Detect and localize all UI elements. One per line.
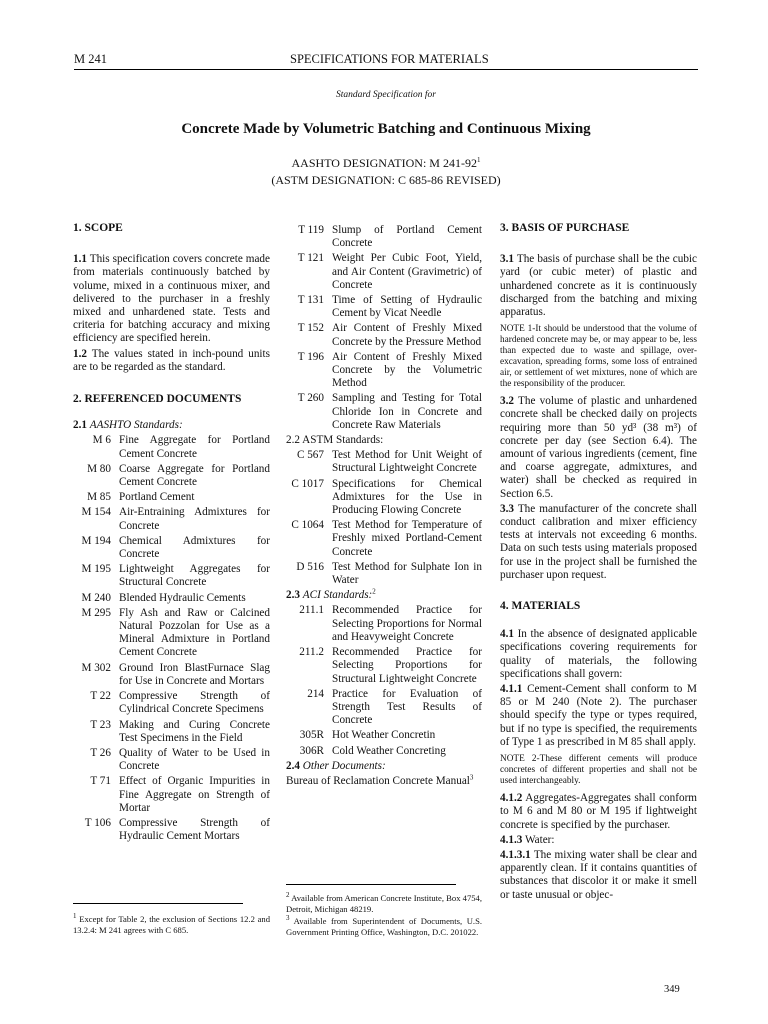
reference-entry: [73, 563, 270, 589]
reference-title: Compressive Strength of Cylindrical Concrete Specimens: [119, 690, 270, 716]
para-number: 3.3: [500, 502, 514, 515]
reference-title: Quality of Water to be Used in Concrete: [119, 746, 270, 773]
reference-code: T 260: [297, 392, 324, 405]
reference-title: Hot Weather Concretin: [332, 729, 436, 742]
column-right: [500, 222, 697, 902]
reference-entry: [286, 224, 482, 250]
astm-reference-list: [286, 449, 482, 587]
reference-title: Air Content of Freshly Mixed Concrete by the Volumetric Method: [332, 350, 482, 390]
reference-code: M 80: [87, 462, 111, 475]
para-text: Aggregates-Aggregates shall conform to M 6 and M 80 or M 195 if lightweight concrete is specified by the purchaser.: [500, 792, 697, 831]
para-number: 2.3: [286, 589, 300, 602]
reference-code: M 240: [81, 591, 111, 604]
footnote-text: Except for Table 2, the exclusion of Sections 12.2 and 13.2.4: M 241 agrees with C 685.: [73, 914, 270, 935]
reference-entry: [286, 478, 482, 518]
paragraph-4-1-3-1: [500, 849, 697, 902]
para-text: The basis of purchase shall be the cubic yard (or cubic meter) of plastic and unhardened concrete as it is continuously discharged from the batching and mixing apparatus.: [500, 253, 697, 319]
reference-entry: [73, 491, 270, 504]
para-number: 4.1: [500, 628, 514, 641]
reference-code: C 1064: [291, 519, 324, 532]
reference-entry: [286, 351, 482, 391]
column-left: [73, 222, 270, 843]
bureau-reference: [286, 775, 482, 788]
reference-code: M 302: [81, 661, 111, 674]
reference-code: M 194: [81, 534, 111, 547]
reference-code: T 121: [297, 252, 324, 265]
reference-entry: [73, 463, 270, 489]
reference-title: Effect of Organic Impurities in Fine Aggregate on Strength of Mortar: [119, 775, 270, 814]
reference-code: C 567: [296, 449, 324, 462]
header-rule: [74, 69, 698, 70]
reference-entry: [73, 690, 270, 716]
paragraph-1-2: [73, 348, 270, 374]
reference-entry: [286, 646, 482, 686]
reference-title: Lightweight Aggregates for Structural Concrete: [119, 563, 270, 589]
reference-title: Fine Aggregate for Portland Cement Concrete: [119, 434, 270, 460]
reference-code: T 131: [297, 294, 324, 307]
paragraph-4-1-1: [500, 683, 697, 749]
reference-entry: [286, 392, 482, 432]
reference-title: Sampling and Testing for Total Chloride Ion in Concrete and Concrete Raw Materials: [332, 392, 482, 431]
reference-entry: [73, 434, 270, 460]
reference-code: 306R: [299, 744, 324, 757]
reference-title: Cold Weather Concreting: [332, 744, 446, 757]
reference-title: Recommended Practice for Selecting Proportions for Normal and Heavyweight Concrete: [332, 604, 482, 643]
note-1: NOTE 1-It should be understood that the volume of hardened concrete may be, or may appear to be, less than expected due to waste and spillage, over-excavation, spreading forms, some loss of entrained air, or settlement of wet mixtures, none of which are the responsibility of the producer.: [500, 324, 697, 390]
para-number: 2.1: [73, 419, 87, 432]
reference-title: Slump of Portland Cement Concrete: [332, 224, 482, 250]
paragraph-3-1: [500, 253, 697, 319]
reference-title: Compressive Strength of Hydraulic Cement Mortars: [119, 816, 270, 843]
reference-title: Making and Curing Concrete Test Specimens in the Field: [119, 718, 270, 744]
reference-code: M 85: [87, 491, 111, 504]
paragraph-1-1: [73, 253, 270, 345]
reference-code: D 516: [296, 560, 324, 573]
para-number: 1.2: [73, 347, 87, 360]
reference-code: M 295: [81, 606, 111, 619]
header-title: SPECIFICATIONS FOR MATERIALS: [290, 52, 489, 66]
reference-entry: [286, 604, 482, 644]
reference-entry: [73, 535, 270, 561]
reference-code: T 22: [90, 690, 111, 703]
reference-title: Portland Cement: [119, 491, 195, 504]
reference-entry: [73, 817, 270, 843]
column-middle: [286, 222, 482, 788]
reference-code: T 106: [84, 816, 111, 829]
footnote-text: Available from American Concrete Institute, Box 4754, Detroit, Michigan 48219.: [286, 893, 482, 914]
reference-title: Fly Ash and Raw or Calcined Natural Pozzolan for Use as a Mineral Admixture in Portland Cement Concrete: [119, 606, 270, 659]
para-number: 4.1.1: [500, 683, 523, 696]
reference-entry: [286, 688, 482, 728]
reference-entry: [73, 747, 270, 773]
para-number: 4.1.2: [500, 792, 523, 805]
para-text: Water:: [522, 833, 555, 846]
reference-title: Ground Iron BlastFurnace Slag for Use in Concrete and Mortars: [119, 661, 270, 687]
reference-title: Test Method for Unit Weight of Structural Lightweight Concrete: [332, 449, 482, 475]
footnote-rule: [73, 903, 243, 904]
aashto-designation-text: AASHTO DESIGNATION: M 241-92: [291, 156, 477, 170]
aci-standards-label: ACI Standards:: [302, 589, 373, 602]
aci-reference-list: [286, 604, 482, 757]
reference-title: Test Method for Temperature of Freshly mixed Portland-Cement Concrete: [332, 519, 482, 558]
para-number: 3.2: [500, 395, 514, 408]
reference-code: M 154: [81, 506, 111, 519]
reference-entry: [73, 719, 270, 745]
section-1-heading: 1. SCOPE: [73, 222, 123, 234]
reference-title: Weight Per Cubic Foot, Yield, and Air Content (Gravimetric) of Concrete: [332, 252, 482, 291]
reference-entry: [286, 519, 482, 559]
reference-entry: [286, 449, 482, 475]
reference-entry: [286, 729, 482, 742]
reference-entry: [73, 607, 270, 660]
note-2: NOTE 2-These different cements will produce concretes of different properties and shall not be used interchangeably.: [500, 754, 697, 787]
para-number: 2.4: [286, 759, 300, 772]
reference-title: Air-Entraining Admixtures for Concrete: [119, 506, 270, 532]
section-4-heading: 4. MATERIALS: [500, 600, 581, 613]
reference-title: Time of Setting of Hydraulic Cement by Vicat Needle: [332, 294, 482, 320]
astm-standards-label: 2.2 ASTM Standards:: [286, 434, 384, 447]
para-text: The mixing water shall be clear and apparently clean. If it contains quantities of substances that discolor it or make it smell or taste unusual or objec-: [500, 848, 697, 901]
designation-footnote-mark: 1: [476, 156, 481, 164]
bureau-text: Bureau of Reclamation Concrete Manual: [286, 774, 470, 787]
footnote-area-left: [73, 903, 270, 935]
reference-entry: [73, 592, 270, 605]
reference-code: T 26: [90, 746, 111, 759]
header-code: M 241: [74, 52, 107, 66]
paragraph-3-2: [500, 395, 697, 501]
other-documents-label: Other Documents:: [302, 759, 386, 772]
footnote-2: [286, 893, 482, 914]
reference-title: Test Method for Sulphate Ion in Water: [332, 560, 482, 587]
aashto-reference-list: [73, 434, 270, 843]
paragraph-3-3: [500, 503, 697, 582]
footnote-mark: 2: [372, 587, 376, 596]
page-number: 349: [664, 984, 680, 995]
reference-entry: [286, 561, 482, 587]
astm-designation: (ASTM DESIGNATION: C 685-86 REVISED): [271, 173, 501, 187]
paragraph-4-1: [500, 628, 697, 681]
reference-code: 211.2: [299, 646, 324, 659]
reference-entry: [73, 662, 270, 688]
para-number: 4.1.3: [500, 833, 523, 846]
reference-entry: [73, 775, 270, 815]
section-3-heading: 3. BASIS OF PURCHASE: [500, 222, 630, 234]
aashto-designation: [74, 156, 698, 171]
reference-entry: [286, 322, 482, 348]
para-text: The values stated in inch-pound units are to be regarded as the standard.: [73, 347, 270, 373]
reference-code: T 152: [297, 322, 324, 335]
reference-code: 305R: [299, 729, 324, 742]
para-text: Cement-Cement shall conform to M 85 or M 240 (Note 2). The purchaser should specify the type or types required, but if no type is specified, the requirements of Type 1 as prescribed in M 85 shall apply.: [500, 683, 697, 748]
reference-code: 214: [307, 687, 324, 700]
aashto-reference-list-continued: [286, 224, 482, 432]
paragraph-2-3: [286, 589, 482, 602]
reference-code: T 119: [298, 224, 324, 236]
para-text: The manufacturer of the concrete shall conduct calibration and mixer efficiency tests at intervals not exceeding 6 months. Data on such tests using materials proposed for use in the project shall be furnished the purchaser upon request.: [500, 502, 697, 581]
para-number: 1.1: [73, 253, 87, 266]
paragraph-2-4: [286, 760, 482, 773]
para-number: 3.1: [500, 253, 514, 266]
para-number: 4.1.3.1: [500, 848, 531, 861]
reference-code: T 196: [297, 350, 324, 363]
footnote-rule: [286, 884, 456, 885]
footnote-mark: 2: [286, 891, 290, 900]
paragraph-4-1-2: [500, 792, 697, 832]
paragraph-2-1: [73, 419, 270, 432]
section-2-heading: 2. REFERENCED DOCUMENTS: [73, 393, 242, 406]
reference-entry: [286, 294, 482, 320]
reference-code: T 23: [90, 718, 111, 731]
footnote-mark: 3: [286, 914, 290, 923]
reference-title: Recommended Practice for Selecting Proportions for Structural Lightweight Concrete: [332, 646, 482, 685]
footnote-1: [73, 914, 270, 935]
document-title: Concrete Made by Volumetric Batching and Continuous Mixing: [181, 121, 591, 137]
reference-title: Specifications for Chemical Admixtures for the Use in Producing Flowing Concrete: [332, 477, 482, 517]
reference-code: M 6: [92, 434, 111, 447]
reference-entry: [286, 252, 482, 292]
reference-title: Practice for Evaluation of Strength Test Results of Concrete: [332, 687, 482, 727]
reference-title: Chemical Admixtures for Concrete: [119, 534, 270, 561]
para-text: This specification covers concrete made from materials continuously batched by volume, mixed in a continuous mixer, and delivered to the purchaser in a freshly mixed and unhardened state. Tests and criteria for batching accuracy and mixing efficiency are specified herein.: [73, 253, 270, 345]
paragraph-4-1-3: [500, 834, 697, 847]
reference-code: 211.1: [299, 604, 324, 617]
para-text: The volume of plastic and unhardened concrete shall be checked daily on projects requiring more than 50 yd³ (38 m³) of concrete per day (see Section 6.4). The amount of various ingredients (cement, fine and coarse aggregate, admixtures, and water) shall be checked as required in Section 6.5.: [500, 395, 697, 500]
para-text: In the absence of designated applicable specifications covering requirements for quality of materials, the following specifications shall govern:: [500, 628, 697, 680]
reference-entry: [286, 745, 482, 758]
footnote-3: [286, 916, 482, 937]
aashto-standards-label: AASHTO Standards:: [89, 419, 183, 432]
footnote-mark: 3: [469, 773, 474, 782]
reference-entry: [73, 506, 270, 532]
reference-code: M 195: [81, 563, 111, 576]
reference-code: C 1017: [291, 477, 324, 490]
footnote-area-middle: [286, 884, 482, 937]
reference-code: T 71: [90, 775, 111, 788]
reference-title: Air Content of Freshly Mixed Concrete by the Pressure Method: [332, 322, 482, 348]
preamble: Standard Specification for: [336, 90, 436, 100]
reference-title: Coarse Aggregate for Portland Cement Concrete: [119, 462, 270, 489]
footnote-text: Available from Superintendent of Documents, U.S. Government Printing Office, Washington, D.C. 201022.: [286, 916, 482, 937]
reference-title: Blended Hydraulic Cements: [119, 591, 246, 604]
footnote-mark: 1: [73, 912, 77, 921]
